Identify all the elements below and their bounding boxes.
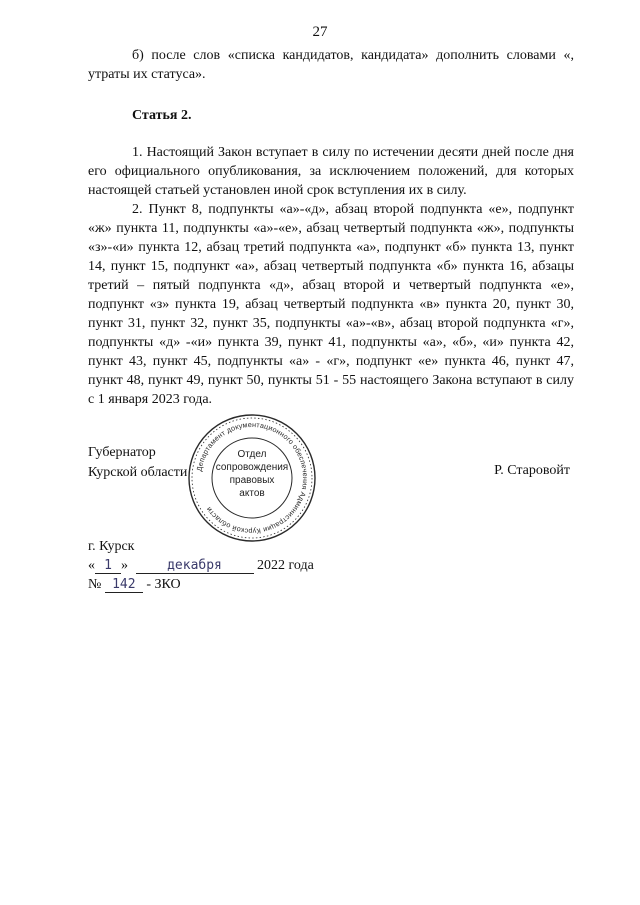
city: г. Курск	[88, 539, 135, 554]
amendment-paragraph: б) после слов «списка кандидатов, кандидата» дополнить словами «, утраты их статуса».	[88, 48, 574, 82]
number-suffix: - ЗКО	[146, 577, 181, 592]
stamp-line-3: правовых	[229, 475, 275, 486]
article-paragraph-2: 2. Пункт 8, подпункты «а»-«д», абзац второй подпункта «е», подпункт «ж» пункта 11, подпункты «а»-«е», абзац четвертый подпункта «ж», подпункты «з»-«и» пункта 12, абзац третий подпункта «а», подпункт «б» пункта 13, пункт 14, пункт 15, подпункт «а», абзац четвертый подпункта «б» пункта 16, абзацы третий – пятый подпункта «д», абзац второй и четвертый подпункта «е», подпункт «з» пункта 19, абзац четвертый подпункта «в» пункта 20, пункт 30, пункт 31, пункт 32, пункт 35, подпункты «а»-«в», абзац второй подпункта «г», подпункты «д» -«и» пункта 39, пункт 41, подпункты «а», «б», «и» пункта 42, пункт 43, пункт 45, подпункты «а» - «г», подпункт «е» пункта 46, пункт 47, пункт 48, пункт 49, пункт 50, пункты 51 - 55 настоящего Закона вступают в силу с 1 января 2023 года.	[88, 202, 574, 407]
article-title: Статья 2.	[132, 108, 192, 123]
number-value: 142	[105, 577, 143, 593]
governor-name: Р. Старовойт	[494, 463, 570, 478]
position-line-1: Губернатор	[88, 445, 156, 460]
place-date-number	[88, 537, 314, 594]
article-paragraph-1: 1. Настоящий Закон вступает в силу по истечении десяти дней после дня его официального опубликования, за исключением положений, для которых настоящей статьей установлен иной срок вступления их в силу.	[88, 145, 574, 198]
stamp-center-text	[214, 448, 290, 500]
document-body	[88, 46, 574, 409]
stamp-ring-text: Департамент документационного обеспечения Администрации Курской области	[194, 419, 311, 537]
date-month: декабря	[136, 558, 254, 574]
stamp-line-1: Отдел	[237, 449, 267, 460]
signature-position	[88, 443, 187, 483]
date-line	[88, 556, 314, 575]
position-line-2: Курской области	[88, 465, 188, 480]
date-day: 1	[95, 558, 121, 574]
date-close-quote: »	[121, 558, 128, 573]
date-open-quote: «	[88, 558, 95, 573]
number-prefix: №	[88, 577, 102, 592]
date-year: 2022 года	[257, 558, 314, 573]
official-stamp	[186, 412, 318, 544]
page-number: 27	[312, 24, 328, 40]
number-line	[88, 575, 314, 594]
stamp-line-4: актов	[239, 488, 265, 499]
stamp-line-2: сопровождения	[215, 462, 289, 473]
